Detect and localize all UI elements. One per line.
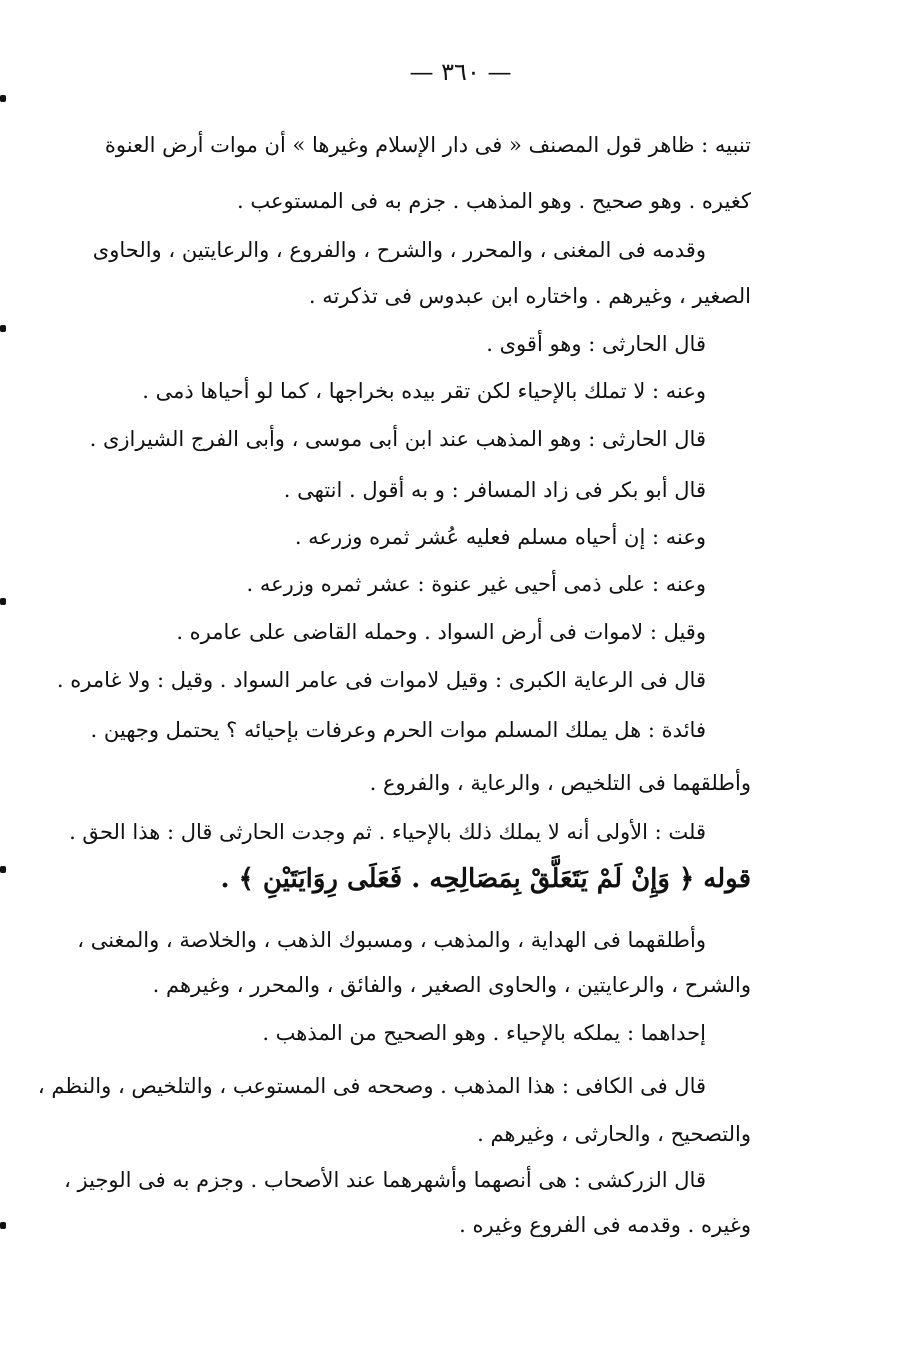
text-line: إحداهما : يملكه بالإحياء . وهو الصحيح من المذهب . bbox=[262, 1021, 706, 1045]
text-line: قال أبو بكر فى زاد المسافر : و به أقول . انتهى . bbox=[283, 478, 706, 502]
verse-line: قوله ﴿ وَإِنْ لَمْ يَتَعَلَّقْ بِمَصَالِحِه . فَعَلَى رِوَايَتَيْنِ ﴾ . bbox=[220, 864, 751, 894]
text-line: قال الحارثى : وهو المذهب عند ابن أبى موسى ، وأبى الفرج الشيرازى . bbox=[89, 427, 706, 451]
scan-edge-mark bbox=[0, 598, 6, 605]
text-line: وقدمه فى المغنى ، والمحرر ، والشرح ، والفروع ، والرعايتين ، والحاوى bbox=[92, 238, 706, 262]
text-line: قال الحارثى : وهو أقوى . bbox=[486, 332, 706, 356]
text-line: تنبيه : ظاهر قول المصنف « فى دار الإسلام وغيرها » أن موات أرض العنوة bbox=[104, 133, 751, 157]
text-line: وأطلقهما فى الهداية ، والمذهب ، ومسبوك الذهب ، والخلاصة ، والمغنى ، bbox=[77, 928, 706, 952]
text-line: وعنه : إن أحياه مسلم فعليه عُشر ثمره وزرعه . bbox=[294, 525, 706, 549]
text-line: قال فى الكافى : هذا المذهب . وصححه فى المستوعب ، والتلخيص ، والنظم ، bbox=[37, 1074, 706, 1098]
text-line: والتصحيح ، والحارثى ، وغيرهم . bbox=[477, 1122, 751, 1146]
text-line: قال فى الرعاية الكبرى : وقيل لاموات فى عامر السواد . وقيل : ولا غامره . bbox=[56, 668, 706, 692]
scan-edge-mark bbox=[0, 95, 6, 102]
page-number: — ٣٦٠ — bbox=[409, 58, 512, 86]
text-line: وعنه : لا تملك بالإحياء لكن تقر بيده بخراجها ، كما لو أحياها ذمى . bbox=[142, 379, 706, 403]
text-line: وقيل : لاموات فى أرض السواد . وحمله القاضى على عامره . bbox=[176, 620, 706, 644]
text-line: قلت : الأولى أنه لا يملك ذلك بالإحياء . ثم وجدت الحارثى قال : هذا الحق . bbox=[69, 820, 706, 844]
text-line: وأطلقهما فى التلخيص ، والرعاية ، والفروع . bbox=[369, 771, 751, 795]
text-line: فائدة : هل يملك المسلم موات الحرم وعرفات بإحيائه ؟ يحتمل وجهين . bbox=[90, 718, 706, 742]
text-line: وغيره . وقدمه فى الفروع وغيره . bbox=[459, 1213, 751, 1237]
text-line: قال الزركشى : هى أنصهما وأشهرهما عند الأصحاب . وجزم به فى الوجيز ، bbox=[64, 1168, 706, 1192]
text-line: الصغير ، وغيرهم . واختاره ابن عبدوس فى تذكرته . bbox=[308, 284, 751, 308]
scan-edge-mark bbox=[0, 866, 6, 873]
text-line: والشرح ، والرعايتين ، والحاوى الصغير ، والفائق ، والمحرر ، وغيرهم . bbox=[152, 973, 751, 997]
text-line: كغيره . وهو صحيح . وهو المذهب . جزم به فى المستوعب . bbox=[236, 189, 751, 213]
scan-edge-mark bbox=[0, 1222, 6, 1229]
text-line: وعنه : على ذمى أحيى غير عنوة : عشر ثمره وزرعه . bbox=[246, 572, 706, 596]
scan-edge-mark bbox=[0, 325, 6, 332]
